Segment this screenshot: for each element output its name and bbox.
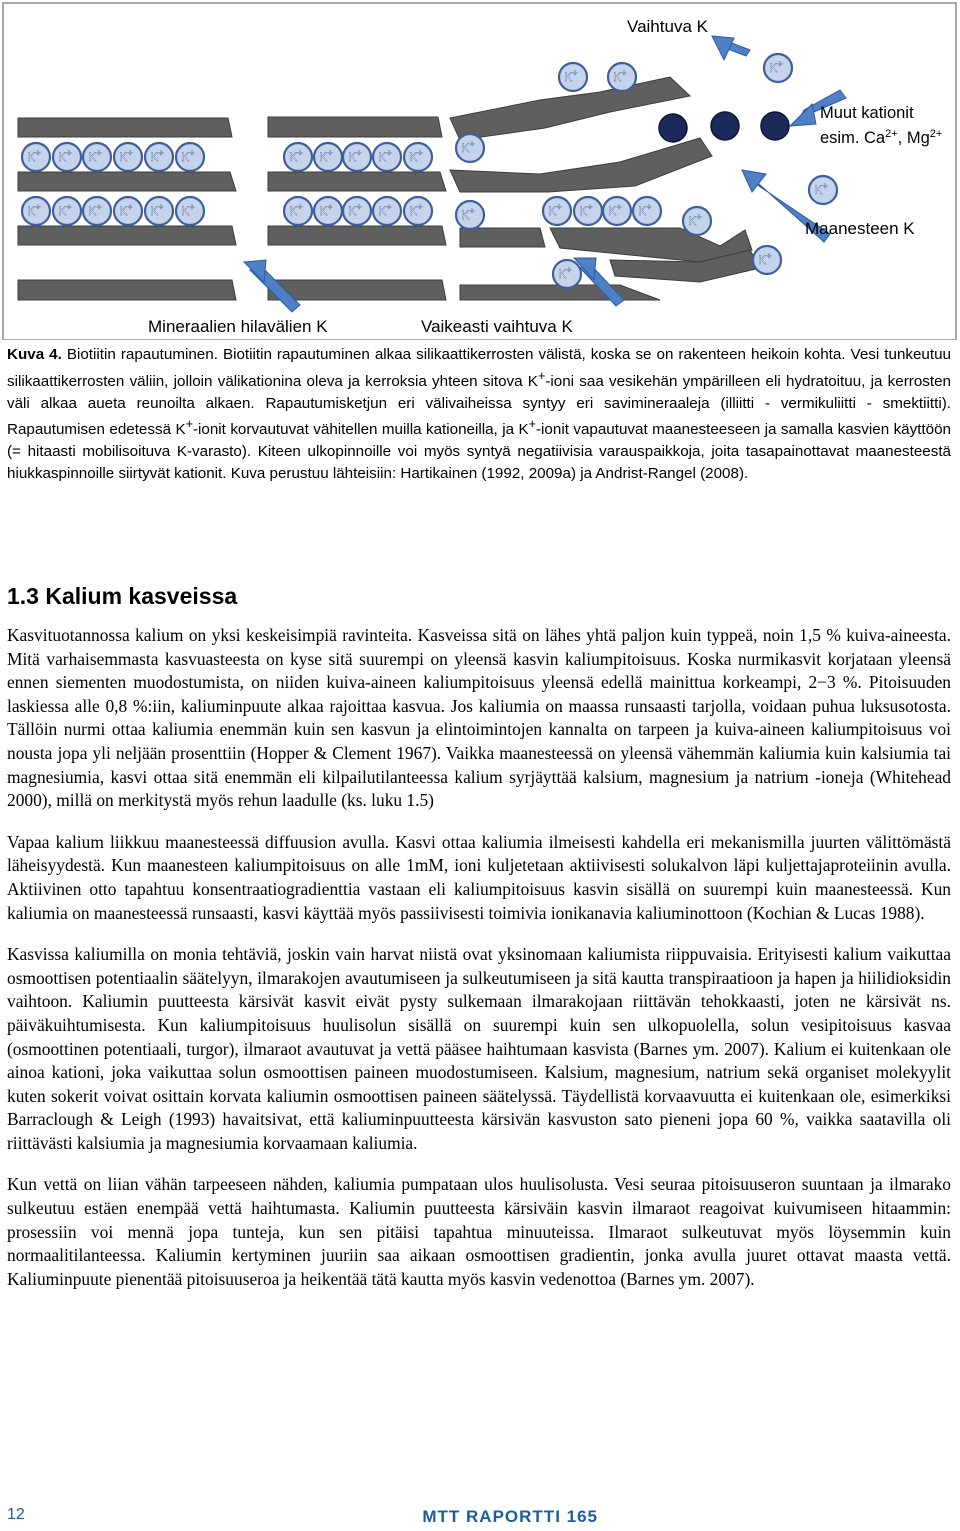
- k-ion: [456, 134, 484, 162]
- k-ion-label: K+: [688, 212, 702, 228]
- dark-cation: [659, 114, 687, 142]
- k-ion-label: K+: [638, 202, 652, 218]
- label-soil-solution: Maanesteen K: [805, 219, 915, 238]
- k-ion-label: K+: [319, 202, 333, 218]
- k-ion-label: K+: [88, 202, 102, 218]
- k-ion-label: K+: [27, 148, 41, 164]
- k-ion: [114, 143, 142, 171]
- other-cations: [659, 112, 789, 142]
- k-ion-label: K+: [150, 148, 164, 164]
- sheet: [268, 172, 446, 191]
- k-ion: [114, 197, 142, 225]
- k-ion: [284, 143, 312, 171]
- label-other-cations-example: esim. $Ca^{2+}$, $Mg^{2+}$: [820, 128, 943, 147]
- caption-text: -ionit korvautuvat vähitellen muilla kationeilla, ja K: [192, 421, 529, 439]
- sheet: [18, 280, 236, 300]
- k-ion-label: K+: [181, 202, 195, 218]
- k-ion: [574, 197, 602, 225]
- k-ion: [809, 176, 837, 204]
- sheet: [268, 280, 446, 300]
- k-ion: [83, 197, 111, 225]
- k-ion: [314, 197, 342, 225]
- k-ion: [404, 197, 432, 225]
- k-ion: [553, 260, 581, 288]
- k-ion-label: K+: [119, 148, 133, 164]
- sheet: [18, 118, 232, 137]
- arrow-head: [244, 260, 266, 282]
- k-ion-label: K+: [58, 148, 72, 164]
- label-exchangeable: Vaihtuva K: [627, 17, 708, 36]
- dark-cation: [761, 112, 789, 140]
- k-ion: [53, 197, 81, 225]
- k-ion: [83, 143, 111, 171]
- k-ion: [145, 143, 173, 171]
- k-ion-label: K+: [409, 202, 423, 218]
- k-ion: [176, 197, 204, 225]
- sheet: [268, 117, 442, 137]
- sheet: [18, 226, 236, 245]
- k-ion-label: K+: [27, 202, 41, 218]
- k-ion: [343, 143, 371, 171]
- figure-caption: [7, 344, 951, 485]
- k-ion-label: K+: [150, 202, 164, 218]
- k-ion: [603, 197, 631, 225]
- paragraph: Kasvituotannossa kalium on yksi keskeisimpiä ravinteita. Kasveissa sitä on lähes yhtä paljon kuin typpeä, noin 1,5 % kuiva-aineesta. Mitä varhaisemmasta kasvuasteesta on kyse sitä suurempi on yleensä kasvin kaliumpitoisuus. Koska nurmikasvit korjataan yleensä ennen siementen muodostumista, on niiden kuiva-aineen kaliumpitoisuus yleensä edellä mainittua korkeampi, 2−3 %. Pitoisuuden laskiessa alle 0,8 %:iin, kaliuminpuute alkaa rajoittaa kasvua. Jos kaliumia on maassa runsaasti tarjolla, voidaan puhua luksusotosta. Tällöin nurmi ottaa kaliumia enemmän kuin sen kasvun ja elintoimintojen kannalta on tarpeen ja kuiva-aineen kaliumpitoisuus voi nousta jopa yli neljään prosenttiin (Hopper & Clement 1967). Vaikka maanesteessä on yleensä vähemmän kaliumia kuin kalsiumia tai magnesiumia, kasvi ottaa sitä enemmän eli kilpailutilanteessa kalium syrjäyttää kalsium, magnesium ja natrium -ioneja (Whitehead 2000), millä on merkitystä myös rehun laadulle (ks. luku 1.5): [7, 625, 951, 811]
- k-ion-label: K+: [58, 202, 72, 218]
- k-ion-label: K+: [558, 265, 572, 281]
- arrow-head: [790, 104, 816, 126]
- k-ion-label: K+: [579, 202, 593, 218]
- dark-cation: [711, 112, 739, 140]
- k-ion: [404, 143, 432, 171]
- k-ion-label: K+: [289, 148, 303, 164]
- label-other-cations: Muut kationit: [820, 104, 914, 122]
- k-ion-label: K+: [461, 206, 475, 222]
- k-ion: [753, 246, 781, 274]
- caption-sup: +: [528, 417, 536, 432]
- sheet: [450, 138, 712, 192]
- k-ion: [608, 63, 636, 91]
- k-ion-label: K+: [613, 68, 627, 84]
- k-ion-label: K+: [181, 148, 195, 164]
- sheet: [460, 228, 545, 247]
- k-ion-label: K+: [608, 202, 622, 218]
- paragraph: Kun vettä on liian vähän tarpeeseen nähden, kaliumia pumpataan ulos huulisolusta. Vesi seuraa pitoisuuseron suuntaan ja ilmarako sulkeutuu estäen enempää vettä haihtumasta. Kaliumin puutteesta kärsiväin kasvin ilmaraot reagoivat kuivumiseen hitaammin: prosessiin voi mennä jopa tunteja, kun sen pitäisi tapahtua minuuteissa. Ilmaraot sulkeutuvat myös löysemmin kuin normaalitilanteessa. Kaliumin kertyminen juuriin saa aikaan osmoottisen gradientin, jonka avulla juuret ottavat maasta vettä. Kaliuminpuute pienentää pitoisuuseroa ja heikentää tätä kautta myös kasvin vedenottoa (Barnes ym. 2007).: [7, 1174, 951, 1289]
- k-ion: [22, 197, 50, 225]
- label-interlayer: Mineraalien hilavälien K: [148, 317, 328, 336]
- k-ion: [764, 54, 792, 82]
- caption-label: Kuva 4.: [7, 346, 62, 363]
- k-ion: [314, 143, 342, 171]
- caption-sup: +: [537, 368, 546, 383]
- k-ion: [343, 197, 371, 225]
- k-ion: [559, 63, 587, 91]
- label-slowly-exchangeable: Vaikeasti vaihtuva K: [421, 317, 573, 336]
- k-ion-label: K+: [88, 148, 102, 164]
- k-ion-label: K+: [409, 148, 423, 164]
- k-ion-label: K+: [378, 148, 392, 164]
- body-text: [7, 624, 951, 1309]
- report-title: MTT RAPORTTI 165: [422, 1507, 598, 1526]
- k-ion: [373, 197, 401, 225]
- k-ion: [176, 143, 204, 171]
- section-heading: 1.3 Kalium kasveissa: [7, 583, 238, 609]
- sheet: [18, 172, 236, 191]
- k-ion-label: K+: [769, 59, 783, 75]
- k-ion-label: K+: [348, 148, 362, 164]
- caption-sup: +: [185, 417, 193, 432]
- k-ion-label: K+: [564, 68, 578, 84]
- k-ion: [53, 143, 81, 171]
- k-ion-label: K+: [814, 181, 828, 197]
- k-ion-label: K+: [758, 251, 772, 267]
- k-ion: [543, 197, 571, 225]
- caption-text: Biotiitin rapautuminen. Biotiitin rapautuminen alkaa silikaattikerrosten välistä, koska se on rakenteen heikoin kohta. Vesi tunkeutuu silikaattikerrosten väliin, jolloin välikationina oleva ja kerroksia yhteen sitova K: [7, 346, 951, 390]
- k-ion-label: K+: [119, 202, 133, 218]
- caption-text: -ionit vapautuvat maanesteeseen ja samalla kasvien käyttöön (= hitaasti mobilisoituva K-varasto). Kiteen ulkopinnoille voi myös syntyä negatiivisia varauspaikkoja, joita tasapainottavat maanesteestä hiukkaspinnoille siirtyvät kationit. Kuva perustuu lähteisiin: Hartikainen (1992, 2009a) ja Andrist-Rangel (2008).: [7, 421, 951, 483]
- k-ion-label: K+: [548, 202, 562, 218]
- page-number: 12: [7, 1506, 25, 1523]
- caption-text: -ioni saa vesikehän ympärilleen eli hydratoituu, ja kerrosten väli alkaa aueta reunoilta alkaen. Rapautumisketjun eri välivaiheissa syntyy eri savimineraaleja (illiitti - vermikuliitti - smektiitti). Rapautumisen edetessä K: [7, 372, 951, 439]
- k-ion: [683, 207, 711, 235]
- k-ion: [284, 197, 312, 225]
- k-ion-label: K+: [348, 202, 362, 218]
- k-ion: [145, 197, 173, 225]
- k-ion: [633, 197, 661, 225]
- paragraph: Vapaa kalium liikkuu maanesteessä diffuusion avulla. Kasvi ottaa kaliumia ilmeisesti kahdella eri mekanismilla juurten välittömästä läheisyydestä. Kun maanesteen kaliumpitoisuus on alle 1mM, ioni kuljetetaan aktiivisesti solukalvon läpi kuljettajaproteiinin avulla. Aktiivinen otto tapahtuu konsentraatiogradienttia vastaan eli kaliumpitoisuus kasvin sisällä on suurempi kuin maanesteessä. Kun kaliumia on maanesteessä runsaasti, kasvi käyttää myös passiivisesti toimivia ionikanavia kaliuminottoon (Kochian & Lucas 1988).: [7, 831, 951, 923]
- sheet: [268, 226, 446, 245]
- k-ion: [22, 143, 50, 171]
- k-ion-label: K+: [289, 202, 303, 218]
- k-ion-label: K+: [461, 139, 475, 155]
- silicate-sheets: [18, 77, 760, 300]
- k-ion: [373, 143, 401, 171]
- k-ion: [456, 201, 484, 229]
- k-ion-label: K+: [378, 202, 392, 218]
- paragraph: Kasvissa kaliumilla on monia tehtäviä, joskin vain harvat niistä ovat yksinomaan kaliumista riippuvaisia. Erityisesti kalium vaikuttaa osmoottisen potentiaalin säätelyyn, ilmarakojen avautumiseen ja sulkeutumiseen ja sitä kautta transpiraatioon ja hapen ja hiilidioksidin vaihtoon. Kaliumin puutteesta kärsivät kasvit eivät pysty sulkemaan ilmarakojaan riittävän tehokkaasti, joten ne kärsivät ns. päiväkuihtumisesta. Kun kaliumpitoisuus huulisolun sisällä on suurempi kuin sen ulkopuolella, solun vesipitoisuus kasvaa (osmoottinen potentiaali, turgor), ilmaraot avautuvat ja vettä pääsee haihtumaan kasvista (Barnes ym. 2007). Kalium ei kuitenkaan ole ainoa kationi, joka vaikuttaa solun osmoottisen paineen muodostumiseen. Kalsium, magnesium, natrium sekä organiset molekyylit kuten sokerit voivat osittain korvata kaliumin osmoottisen paineen säätelyssä. Täydellistä korvaavuutta ei kuitenkaan ole, esimerkiksi Barraclough & Leigh (1993) havaitsivat, että kaliuminpuutteesta kärsivän kasvuston sato pieneni jopa 60 %, vaikka saatavilla oli riittävästi kalsiumia ja magnesiumia korvaamaan kaliumia.: [7, 944, 951, 1153]
- k-ion-label: K+: [319, 148, 333, 164]
- biotite-weathering-figure: [0, 0, 960, 340]
